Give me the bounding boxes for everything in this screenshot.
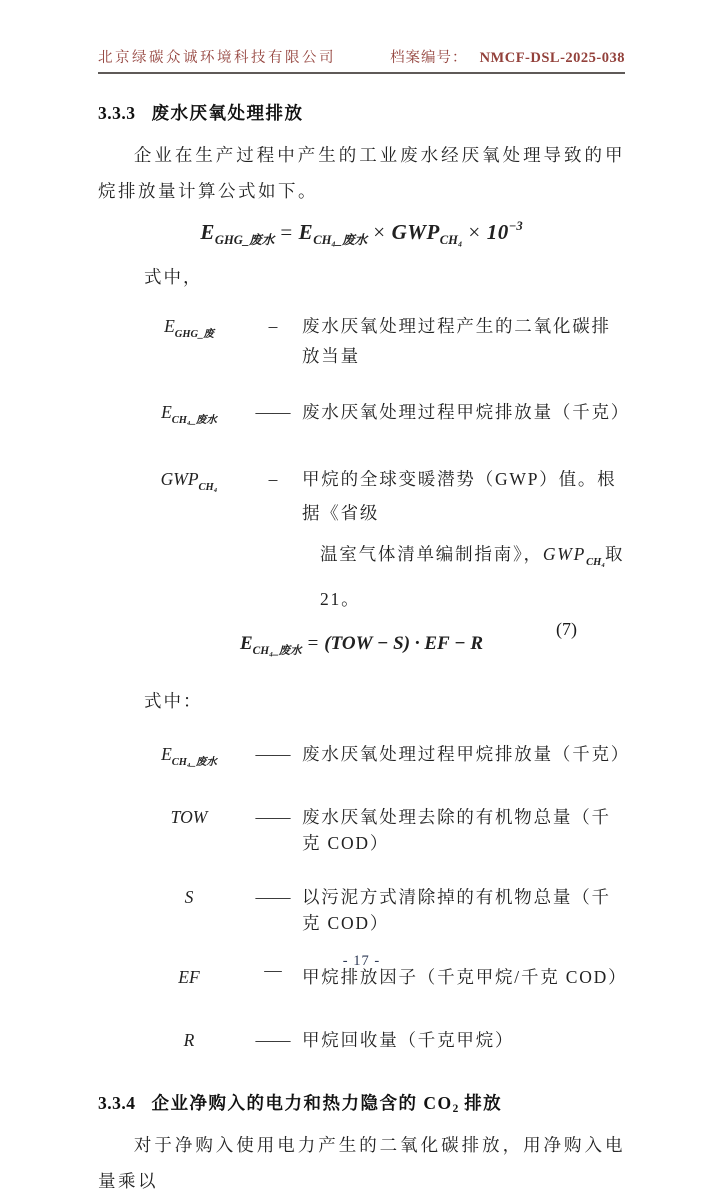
definition-text: 甲烷回收量（千克甲烷） <box>302 1030 515 1050</box>
symbol-ef: EF <box>178 967 200 987</box>
multiply-sign-2: × <box>468 220 481 244</box>
definition-text: 废水厌氧处理过程产生的二氧化碳排放当量 <box>302 316 611 366</box>
section-title: 废水厌氧处理排放 <box>151 103 304 123</box>
gwp-definition-line1: 甲烷的全球变暖潜势（GWP）值。根据《省级 <box>302 469 617 523</box>
symbol-ech4: $E_{CH_4\_废水}$ <box>161 402 217 426</box>
formula-gwp-term: GWP <box>391 220 440 244</box>
multiply-sign: × <box>373 220 386 244</box>
symbol-tow: TOW <box>170 807 208 827</box>
section-3-3-4-paragraph: 对于净购入使用电力产生的二氧化碳排放，用净购入电量乘以 <box>98 1135 625 1191</box>
gwp-inline-symbol: $GWP_{CH_4}$ <box>542 544 606 568</box>
section-3-3-4-heading <box>98 1090 625 1115</box>
definition-text <box>302 462 625 617</box>
dash-separator: —— <box>255 887 291 907</box>
equals-sign: = <box>280 220 293 244</box>
definition-row-ech4-2 <box>98 741 631 776</box>
formula-body: (TOW − S) · EF − R <box>324 633 484 654</box>
file-number-label: 档案编号： <box>390 50 468 66</box>
section-3-3-3-paragraph: 企业在生产过程中产生的工业废水经厌氧处理导致的甲烷排放量计算公式如下。 <box>98 145 625 201</box>
definition-row-r <box>98 1027 625 1062</box>
symbol-r: R <box>183 1030 195 1050</box>
equation-number: (7) <box>556 619 577 639</box>
symbol-s: S <box>184 887 194 907</box>
formula-ch4-calculation: $E_{CH_4\_废水} = (TOW - S)$ · EF − R <box>239 633 484 657</box>
page-header <box>98 0 625 74</box>
definition-text: 废水厌氧处理过程甲烷排放量（千克） <box>302 402 631 422</box>
company-name: 北京绿碳众诚环境科技有限公司 <box>98 50 336 66</box>
power-exponent: −3 <box>508 219 523 233</box>
where-clause-1: 式中， <box>144 267 203 287</box>
definition-row-ech4 <box>98 397 631 436</box>
equals-sign: = <box>307 633 319 654</box>
symbol-gwp: $GWP_{CH_4}$ <box>160 469 218 493</box>
formula-ch4-subscript: CH₄_废水 <box>313 233 368 247</box>
where-clause-2: 式中： <box>144 691 203 711</box>
dash-separator: — <box>264 960 282 980</box>
formula-ch4-term: E <box>298 220 314 244</box>
definition-text: 废水厌氧处理过程甲烷排放量（千克） <box>302 744 631 764</box>
dash-separator: —— <box>255 1030 291 1050</box>
dash-separator: —— <box>255 807 291 827</box>
dash-separator: —— <box>255 402 291 422</box>
file-number-value: NMCF-DSL-2025-038 <box>479 50 625 66</box>
power-base: 10 <box>486 220 509 244</box>
co2-subscript: 2 <box>452 1103 459 1115</box>
definitions-list-2 <box>98 741 631 1062</box>
formula-ghg-wastewater <box>98 219 625 248</box>
symbol-ech4: $E_{CH_4\_废水}$ <box>161 744 217 768</box>
definition-row-eghg <box>98 311 625 371</box>
page-number: - 17 - <box>342 953 381 969</box>
section-number: 3.3.4 <box>98 1093 136 1113</box>
definition-row-s <box>98 884 625 936</box>
dash-separator: – <box>268 469 278 489</box>
formula-gwp-subscript: CH₄ <box>439 233 463 247</box>
symbol-eghg: $E_{GHG\_废}$ <box>164 316 214 340</box>
definition-text: 以污泥方式清除掉的有机物总量（千克 COD） <box>302 887 611 933</box>
formula-lhs-subscript: GHG_废水 <box>214 233 275 247</box>
dash-separator: – <box>268 316 278 336</box>
file-number-block <box>390 46 625 67</box>
section-3-3-3-heading <box>98 100 625 125</box>
definitions-list-1 <box>98 311 631 617</box>
page-footer <box>0 953 723 970</box>
formula-7-row <box>98 619 625 658</box>
definition-text: 甲烷排放因子（千克甲烷/千克 COD） <box>302 967 628 987</box>
section-number: 3.3.3 <box>98 103 136 123</box>
definition-text: 废水厌氧处理去除的有机物总量（千克 COD） <box>302 807 611 853</box>
section-title: 企业净购入的电力和热力隐含的 CO2 排放 <box>151 1093 503 1115</box>
definition-row-gwp <box>98 462 625 617</box>
gwp-definition-line2: 温室气体清单编制指南》，$GWP_{CH_4}$取 21。 <box>320 544 625 609</box>
definition-row-tow <box>98 804 625 856</box>
dash-separator: —— <box>255 744 291 764</box>
formula-lhs: E <box>200 220 215 244</box>
